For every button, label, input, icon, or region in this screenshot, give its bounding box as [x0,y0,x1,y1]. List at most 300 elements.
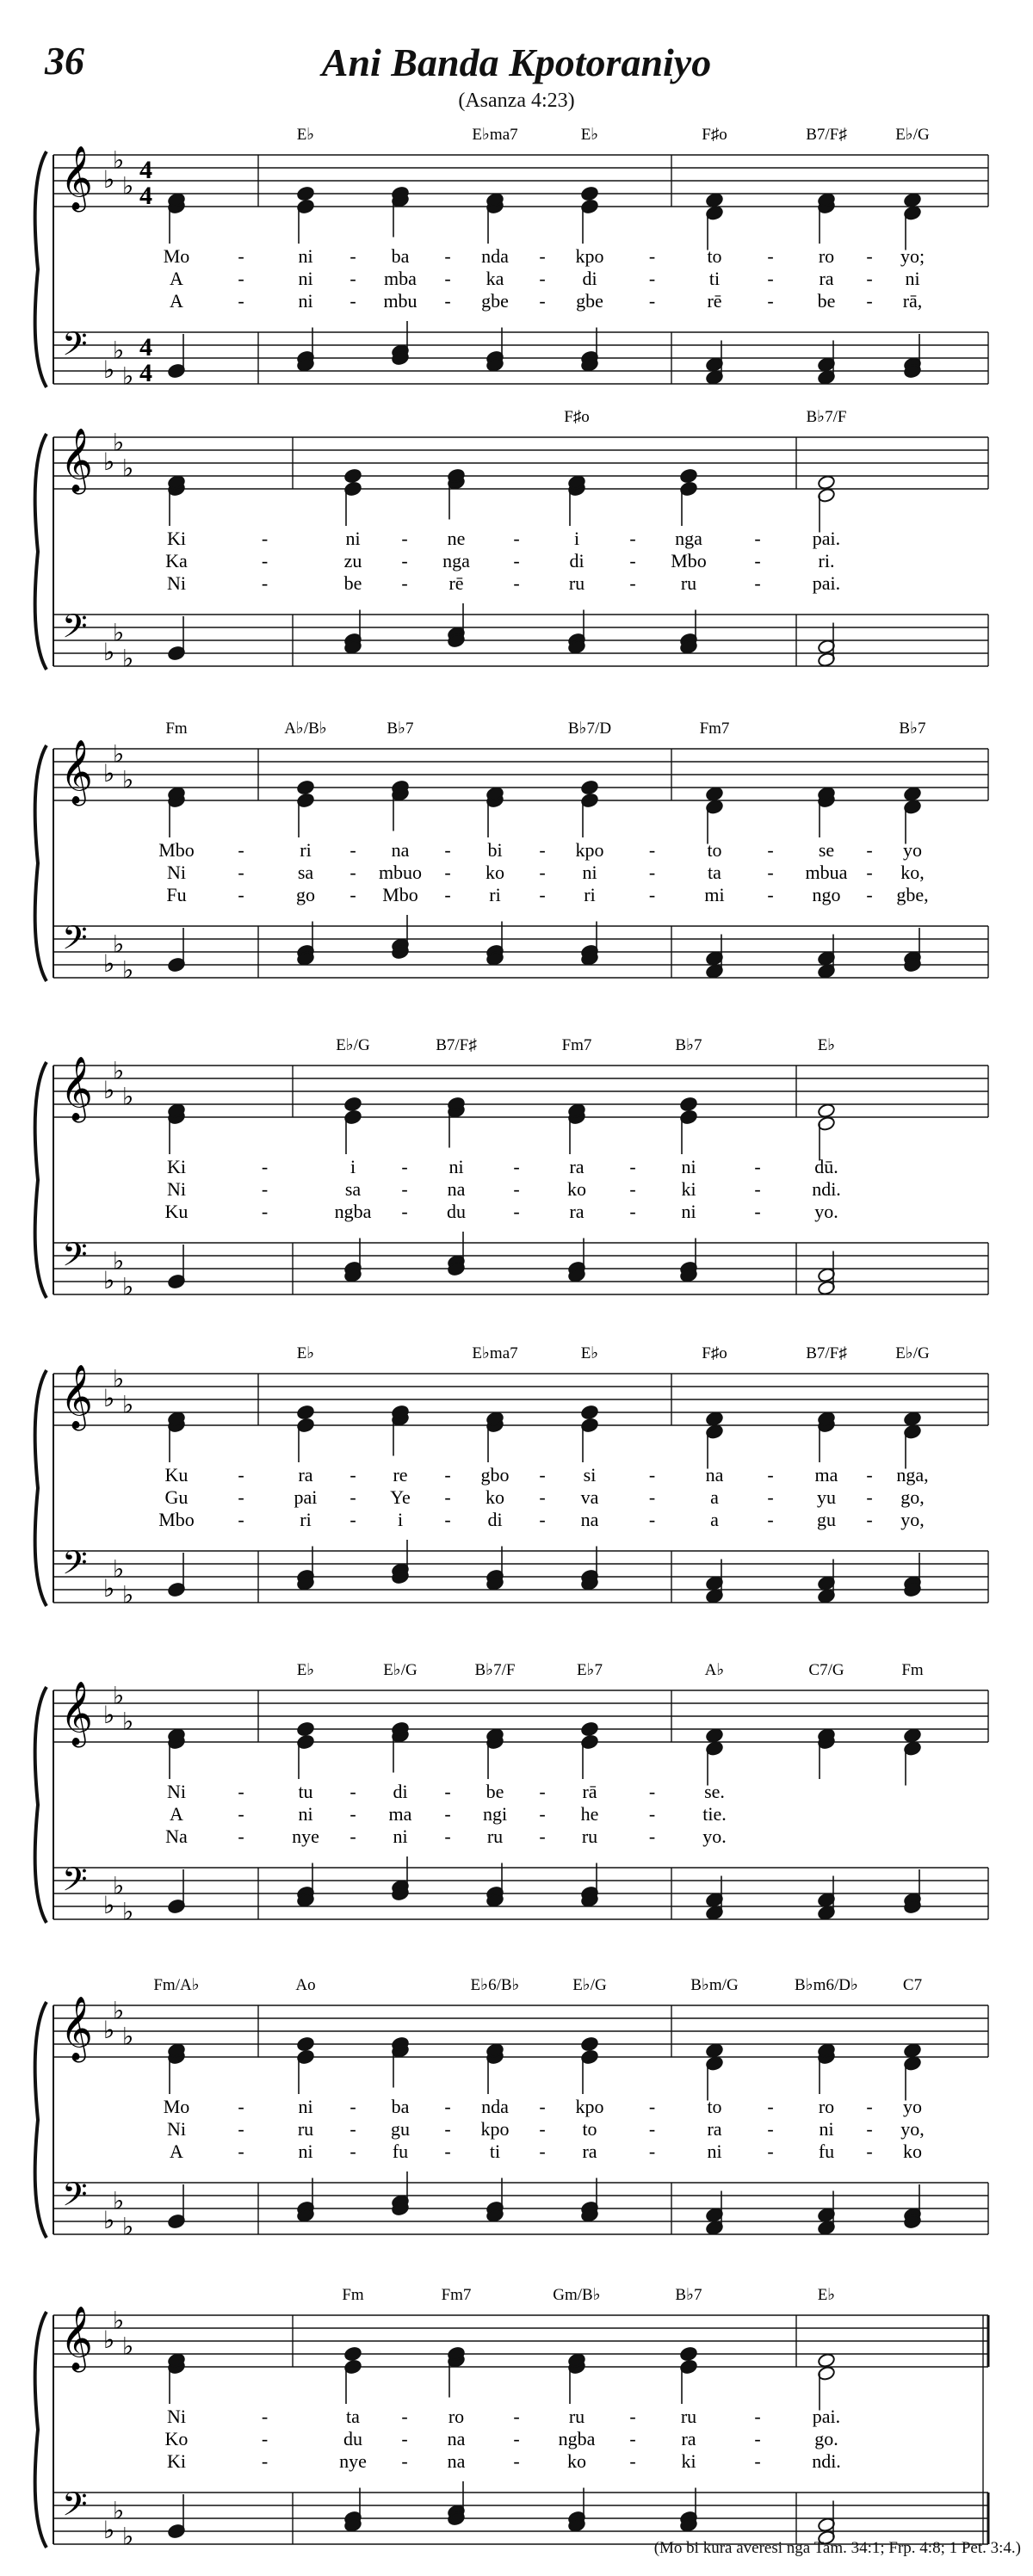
lyric-syllable: Ka [165,550,188,571]
lyric-hyphen: - [648,1781,656,1802]
lyric-syllable: Ku [164,1464,189,1486]
chord-symbol: E♭ [296,1661,315,1679]
lyric-syllable: mbuo [378,862,423,883]
chord-symbol: E♭/G [895,1344,930,1362]
lyric-syllable: ra [298,1464,313,1486]
lyric-syllable: gbo [480,1464,510,1486]
lyric-syllable: ko [567,1178,586,1200]
lyric-syllable: a [710,1509,719,1530]
treble-clef-icon: 𝄞 [60,147,93,208]
flat-icon: ♭ [113,1366,125,1393]
lyric-hyphen: - [444,1464,451,1486]
treble-clef-icon: 𝄞 [60,1998,93,2059]
flat-icon: ♭ [113,2188,125,2215]
lyric-syllable: yu [817,1486,836,1508]
lyric-syllable: ti [708,268,721,289]
chord-symbol: B♭7/F [806,408,847,426]
lyric-syllable: di [393,1781,408,1802]
lyric-syllable: ro [818,2096,835,2117]
chord-symbol: E♭/G [895,126,930,144]
flat-icon: ♭ [103,951,115,978]
lyric-syllable: nga [675,528,702,549]
lyric-hyphen: - [767,862,774,883]
lyric-hyphen: - [261,2406,269,2427]
lyric-syllable: ra [707,2118,722,2140]
flat-icon: ♭ [113,1873,125,1900]
lyric-hyphen: - [539,2118,546,2140]
lyric-hyphen: - [767,290,774,312]
treble-clef-icon: 𝄞 [60,1683,93,1744]
lyric-syllable: di [582,268,597,289]
lyric-syllable: kpo [575,839,604,861]
lyric-syllable: ngo [812,884,841,905]
lyric-hyphen: - [238,1781,244,1802]
lyric-hyphen: - [444,268,451,289]
note-head [705,1727,723,1743]
bass-clef-icon: 𝄢 [62,1862,88,1906]
note-head [903,786,921,801]
lyric-syllable: A [170,290,183,312]
lyric-syllable: ru [680,572,697,594]
note-head [705,786,723,801]
lyric-hyphen: - [754,1178,761,1200]
flat-icon: ♭ [113,337,125,365]
chord-symbol: C7/G [808,1661,844,1679]
chord-symbol: Ao [295,1976,316,1994]
lyric-syllable: yo. [702,1825,727,1847]
lyric-hyphen: - [648,1464,656,1486]
flat-icon: ♭ [113,1058,125,1085]
lyric-syllable: va [580,1486,599,1508]
lyric-syllable: ru [680,2406,697,2427]
lyric-syllable: nye [292,1825,319,1847]
lyric-hyphen: - [238,1509,244,1530]
lyric-hyphen: - [349,839,356,861]
lyric-syllable: ngi [482,1803,508,1825]
lyric-hyphen: - [513,2406,520,2427]
flat-icon: ♭ [113,147,125,175]
lyric-hyphen: - [238,268,244,289]
lyric-syllable: kpo [575,2096,604,2117]
lyric-hyphen: - [754,572,761,594]
lyric-syllable: fu [818,2140,835,2162]
flat-icon: ♭ [103,2017,115,2044]
lyric-syllable: Na [165,1825,188,1847]
lyric-hyphen: - [629,2450,636,2472]
lyric-syllable: ra [819,268,834,289]
note-head [296,2036,314,2052]
lyric-syllable: ngba [558,2428,596,2449]
lyric-hyphen: - [539,1464,546,1486]
lyric-hyphen: - [444,1509,451,1530]
lyric-hyphen: - [866,1464,873,1486]
lyric-hyphen: - [513,1178,520,1200]
note-head [679,1096,697,1112]
lyric-hyphen: - [444,1803,451,1825]
note-head [903,192,921,207]
note-head [343,1096,362,1112]
lyric-hyphen: - [261,2428,269,2449]
lyric-syllable: nda [481,2096,509,2117]
lyric-hyphen: - [648,2096,656,2117]
flat-icon: ♭ [103,449,115,476]
lyric-hyphen: - [513,572,520,594]
lyric-syllable: ri [300,1509,312,1530]
footnote: (Mo bi kura averesi nga Tam. 34:1; Frp. 4:8; 1 Pet. 3:4.) [653,2539,1021,2557]
lyric-syllable: ta [708,862,721,883]
lyric-hyphen: - [401,1178,408,1200]
lyric-hyphen: - [513,550,520,571]
flat-icon: ♭ [122,2023,134,2051]
lyric-hyphen: - [401,1156,408,1177]
bass-clef-icon: 𝄢 [62,920,88,964]
flat-icon: ♭ [103,167,115,194]
lyric-syllable: ru [568,2406,585,2427]
lyric-syllable: mi [704,884,725,905]
lyric-syllable: Fu [166,884,187,905]
lyric-syllable: ni [905,268,920,289]
lyric-hyphen: - [238,1464,244,1486]
flat-icon: ♭ [113,2498,125,2525]
flat-icon: ♭ [122,1899,134,1926]
lyric-syllable: ro [448,2406,465,2427]
chord-symbol: Fm7 [561,1036,592,1054]
brace [35,1062,46,1298]
bass-clef-icon: 𝄢 [62,1237,88,1281]
lyric-hyphen: - [648,2140,656,2162]
treble-clef-icon: 𝄞 [60,1366,93,1427]
lyric-syllable: Ni [167,2118,186,2140]
lyric-syllable: ru [581,1825,598,1847]
lyric-syllable: Ni [167,1781,186,1802]
lyric-hyphen: - [866,2096,873,2117]
chord-symbol: E♭ [580,126,599,144]
lyric-hyphen: - [349,2096,356,2117]
lyric-hyphen: - [629,2428,636,2449]
lyric-syllable: Mbo [158,1509,195,1530]
lyric-hyphen: - [767,1464,774,1486]
lyric-syllable: yo. [814,1201,838,1222]
lyric-syllable: si [583,1464,597,1486]
chord-symbol: E♭6/B♭ [470,1976,520,1994]
lyric-syllable: ri [584,884,596,905]
flat-icon: ♭ [122,2214,134,2241]
lyric-syllable: ni [393,1825,408,1847]
lyric-syllable: Ki [167,2450,186,2472]
lyric-syllable: ra [569,1201,585,1222]
lyric-syllable: be [817,290,836,312]
lyric-hyphen: - [401,2406,408,2427]
chord-symbol: B♭7/D [567,720,612,738]
lyric-syllable: na [391,839,410,861]
lyric-hyphen: - [539,862,546,883]
note-head [903,1727,921,1743]
lyric-hyphen: - [866,245,873,267]
flat-icon: ♭ [122,173,134,201]
music-system [35,720,988,985]
note-head [580,1405,598,1420]
lyric-syllable: ngba [334,1201,372,1222]
lyric-syllable: du [447,1201,466,1222]
lyric-syllable: Ni [167,572,186,594]
lyric-syllable: ndi. [812,2450,841,2472]
lyric-hyphen: - [767,268,774,289]
lyric-hyphen: - [261,528,269,549]
lyric-hyphen: - [648,245,656,267]
chord-symbol: B♭7 [899,720,926,738]
lyric-syllable: ni [298,2140,313,2162]
note-head [705,2042,723,2058]
lyric-syllable: ri [300,839,312,861]
flat-icon: ♭ [113,1998,125,2025]
lyric-hyphen: - [261,1178,269,1200]
lyric-hyphen: - [629,2406,636,2427]
flat-icon: ♭ [103,2517,115,2544]
lyric-hyphen: - [754,2450,761,2472]
note-head [580,780,598,795]
lyric-syllable: Ki [167,528,186,549]
lyric-hyphen: - [539,268,546,289]
lyric-hyphen: - [349,862,356,883]
lyric-syllable: du [343,2428,362,2449]
lyric-hyphen: - [539,2096,546,2117]
bass-clef-icon: 𝄢 [62,1545,88,1589]
chord-symbol: E♭ma7 [472,126,518,144]
lyric-hyphen: - [238,2096,244,2117]
lyric-hyphen: - [349,2118,356,2140]
lyric-syllable: dū. [814,1156,838,1177]
chord-symbol: B7/F♯ [806,1344,847,1362]
lyric-syllable: rā, [902,290,923,312]
lyric-hyphen: - [866,268,873,289]
lyric-hyphen: - [648,268,656,289]
chord-symbol: Fm/A♭ [153,1976,200,1994]
lyric-syllable: ra [681,2428,696,2449]
flat-icon: ♭ [122,1274,134,1301]
lyric-syllable: ni [819,2118,834,2140]
note-head [679,2346,697,2362]
chord-symbol: E♭ma7 [472,1344,518,1362]
brace [35,745,46,981]
music-system [35,408,988,673]
note-head [705,192,723,207]
lyric-syllable: gbe, [896,884,929,905]
lyric-syllable: Ye [390,1486,411,1508]
lyric-hyphen: - [401,572,408,594]
lyric-syllable: ru [486,1825,504,1847]
lyric-hyphen: - [754,2428,761,2449]
lyric-syllable: ma [388,1803,412,1825]
flat-icon: ♭ [113,620,125,647]
lyric-syllable: ni [345,528,361,549]
chord-symbol: Fm [165,720,188,738]
lyric-hyphen: - [767,1509,774,1530]
time-signature: 4 [139,156,152,184]
scripture-reference: (Asanza 4:23) [458,90,575,112]
lyric-syllable: ko [486,862,504,883]
flat-icon: ♭ [122,767,134,794]
lyric-hyphen: - [238,1486,244,1508]
flat-icon: ♭ [122,2523,134,2551]
lyric-hyphen: - [767,2140,774,2162]
lyric-hyphen: - [444,1486,451,1508]
lyric-syllable: be [343,572,362,594]
lyric-syllable: to [707,2096,722,2117]
lyric-hyphen: - [349,1486,356,1508]
flat-icon: ♭ [113,1556,125,1584]
chord-symbol: B7/F♯ [436,1036,477,1054]
lyric-hyphen: - [349,2140,356,2162]
lyric-hyphen: - [444,862,451,883]
flat-icon: ♭ [122,957,134,985]
lyric-hyphen: - [629,1201,636,1222]
lyric-syllable: re [393,1464,408,1486]
note-head [903,2042,921,2058]
lyric-hyphen: - [648,1486,656,1508]
lyric-syllable: se [818,839,835,861]
lyric-syllable: Mo [163,2096,190,2117]
lyric-hyphen: - [513,1156,520,1177]
lyric-hyphen: - [238,1803,244,1825]
lyric-hyphen: - [866,884,873,905]
lyric-syllable: pai. [812,2406,841,2427]
lyric-syllable: bi [487,839,503,861]
music-system [35,1976,988,2241]
lyric-syllable: ri. [818,550,835,571]
chord-symbol: F♯o [702,126,727,144]
music-system [35,2286,988,2551]
lyric-syllable: ko [567,2450,586,2472]
lyric-hyphen: - [539,1781,546,1802]
lyric-syllable: ri [489,884,501,905]
note-head [817,474,835,490]
lyric-hyphen: - [767,1486,774,1508]
lyric-syllable: ti [489,2140,501,2162]
flat-icon: ♭ [103,1386,115,1412]
chord-symbol: Fm [342,2286,364,2304]
lyric-syllable: ne [447,528,466,549]
hymn-number: 36 [45,39,84,83]
lyric-syllable: to [707,839,722,861]
chord-symbol: C7 [902,1976,923,1994]
lyric-hyphen: - [444,2118,451,2140]
lyric-hyphen: - [648,2118,656,2140]
chord-symbol: F♯o [564,408,590,426]
chord-symbol: F♯o [702,1344,727,1362]
lyric-hyphen: - [648,862,656,883]
flat-icon: ♭ [103,1702,115,1729]
lyric-syllable: A [170,1803,183,1825]
lyric-syllable: kpo [480,2118,510,2140]
note-head [580,186,598,201]
bass-clef-icon: 𝄢 [62,2486,88,2530]
flat-icon: ♭ [103,1268,115,1294]
lyric-hyphen: - [767,839,774,861]
lyric-syllable: na [447,1178,466,1200]
chord-symbol: E♭/G [383,1661,418,1679]
lyric-syllable: rā [582,1781,597,1802]
lyric-syllable: go [296,884,315,905]
lyric-hyphen: - [349,1781,356,1802]
lyric-hyphen: - [444,2096,451,2117]
chord-symbol: E♭ [296,126,315,144]
lyric-syllable: ni [298,1803,313,1825]
lyric-syllable: Mbo [158,839,195,861]
lyric-syllable: nda [481,245,509,267]
music-system [35,126,988,391]
lyric-syllable: zu [343,550,362,571]
lyric-hyphen: - [444,839,451,861]
time-signature: 4 [139,182,152,210]
lyric-hyphen: - [513,2450,520,2472]
flat-icon: ♭ [103,1078,115,1104]
lyric-syllable: rē [707,290,722,312]
lyric-syllable: ni [448,1156,464,1177]
lyric-hyphen: - [539,884,546,905]
hymn-title: Ani Banda Kpotoraniyo [321,40,712,84]
flat-icon: ♭ [113,2307,125,2335]
flat-icon: ♭ [122,1392,134,1419]
lyric-hyphen: - [238,2140,244,2162]
brace [35,1687,46,1923]
lyric-hyphen: - [444,884,451,905]
lyric-syllable: yo [903,839,922,861]
lyric-hyphen: - [767,2096,774,2117]
treble-clef-icon: 𝄞 [60,429,93,491]
lyric-syllable: kpo [575,245,604,267]
music-system [35,1661,988,1926]
lyric-hyphen: - [261,1156,269,1177]
lyric-syllable: ra [582,2140,597,2162]
lyric-hyphen: - [539,2140,546,2162]
lyric-syllable: he [580,1803,599,1825]
lyric-syllable: go. [814,2428,838,2449]
lyric-hyphen: - [754,1156,761,1177]
lyric-hyphen: - [866,1509,873,1530]
note-head [580,2036,598,2052]
lyric-hyphen: - [513,528,520,549]
lyric-syllable: nga [442,550,470,571]
lyric-hyphen: - [349,1825,356,1847]
lyric-syllable: be [486,1781,504,1802]
chord-symbol: E♭ [296,1344,315,1362]
lyric-syllable: gu [817,1509,836,1530]
brace [35,151,46,387]
brace [35,2002,46,2238]
lyric-syllable: rē [448,572,464,594]
note-head [705,1411,723,1426]
flat-icon: ♭ [122,646,134,673]
lyric-syllable: sa [344,1178,362,1200]
lyric-syllable: ba [391,2096,410,2117]
lyric-hyphen: - [261,550,269,571]
lyric-syllable: ni [681,1201,696,1222]
bass-clef-icon: 𝄢 [62,326,88,370]
lyric-hyphen: - [866,2140,873,2162]
lyric-syllable: ni [298,290,313,312]
lyric-syllable: ki [681,1178,696,1200]
flat-icon: ♭ [122,2333,134,2361]
lyric-syllable: pai [294,1486,318,1508]
lyric-hyphen: - [539,1486,546,1508]
chord-symbol: A♭/B♭ [284,720,327,738]
lyric-hyphen: - [629,1178,636,1200]
lyric-hyphen: - [238,290,244,312]
lyric-hyphen: - [539,1509,546,1530]
lyric-syllable: gbe [481,290,509,312]
chord-symbol: E♭ [580,1344,599,1362]
lyric-syllable: Mbo [382,884,418,905]
